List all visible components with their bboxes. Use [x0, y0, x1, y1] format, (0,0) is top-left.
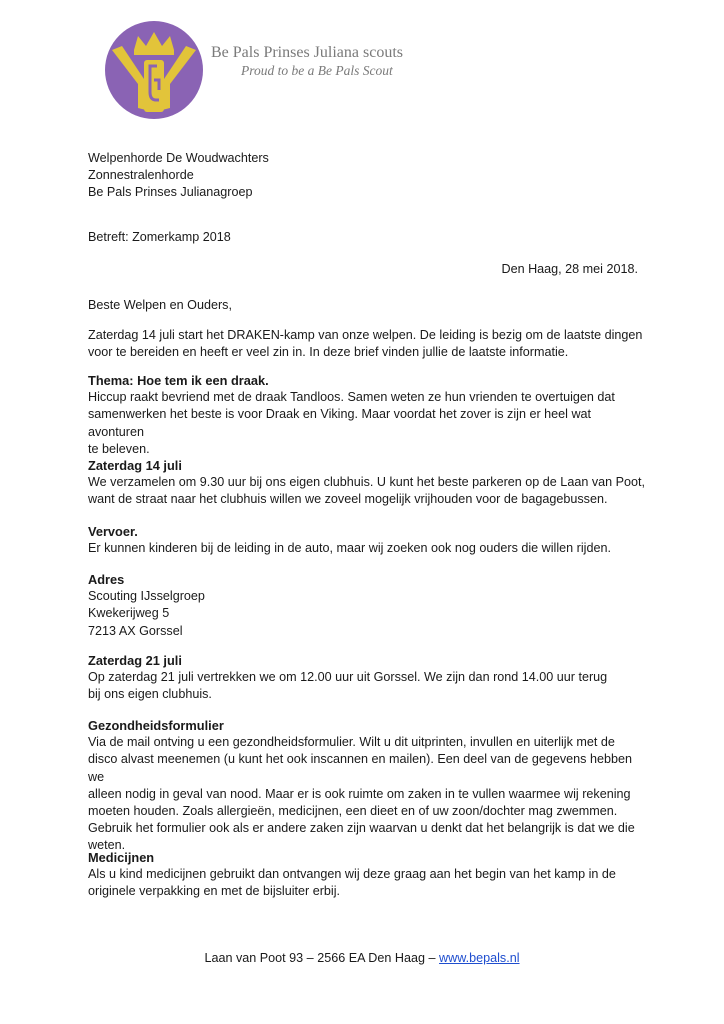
section-heading: Vervoer.	[88, 524, 138, 539]
section-line: moeten houden. Zoals allergieën, medicijnen, een dieet en of uw zoon/dochter mag zwemmen.	[88, 804, 618, 819]
section-line: alleen nodig in geval van nood. Maar er is ook ruimte om zaken in te vullen waarmee wij rekening	[88, 786, 631, 801]
section-line: samenwerken het beste is voor Draak en Viking. Maar voordat het zover is zijn er heel wat avonturen	[88, 407, 592, 439]
section-line: te beleven.	[88, 441, 150, 456]
section-gezondheidsformulier	[88, 717, 648, 855]
section-heading: Adres	[88, 572, 125, 587]
org-name: Be Pals Prinses Juliana scouts	[211, 44, 403, 61]
org-tagline: Proud to be a Be Pals Scout	[241, 63, 393, 78]
footer-address: Laan van Poot 93 – 2566 EA Den Haag –	[204, 951, 440, 965]
website-link[interactable]: www.bepals.nl	[439, 951, 520, 965]
section-line: Gebruik het formulier ook als er andere zaken zijn waarvan u denkt dat het belangrijk is dat we die	[88, 821, 635, 836]
intro-line: Zaterdag 14 juli start het DRAKEN-kamp van onze welpen. De leiding is bezig om de laatste dingen	[88, 328, 643, 342]
section-line: disco alvast meenemen (u kunt het ook inscannen en mailen). Een deel van de gegevens hebben we	[88, 752, 632, 784]
section-medicijnen	[88, 849, 648, 901]
section-heading: Zaterdag 14 juli	[88, 458, 182, 473]
section-line: want de straat naar het clubhuis willen we zoveel mogelijk vrijhouden voor de bagagebussen.	[88, 492, 608, 507]
section-heading: Thema: Hoe tem ik een draak.	[88, 373, 269, 388]
greeting: Beste Welpen en Ouders,	[88, 298, 232, 312]
address-line: Be Pals Prinses Julianagroep	[88, 185, 253, 200]
section-line: weten.	[88, 838, 126, 853]
address-line: Welpenhorde De Woudwachters	[88, 151, 269, 165]
section-thema	[88, 372, 648, 458]
section-zaterdag-21	[88, 652, 648, 704]
section-line: originele verpakking en met de bijsluiter erbij.	[88, 884, 341, 899]
section-line: Als u kind medicijnen gebruikt dan ontvangen wij deze graag aan het begin van het kamp in de	[88, 867, 616, 882]
section-heading: Gezondheidsformulier	[88, 718, 224, 733]
section-line: bij ons eigen clubhuis.	[88, 687, 212, 702]
section-line: Via de mail ontving u een gezondheidsformulier. Wilt u dit uitprinten, invullen en uiterlijk met de	[88, 735, 615, 750]
intro-paragraph	[88, 327, 648, 361]
scout-crown-emblem-icon	[104, 20, 204, 120]
section-line: Hiccup raakt bevriend met de draak Tandloos. Samen weten ze hun vrienden te overtuigen dat	[88, 390, 615, 405]
section-vervoer	[88, 523, 648, 557]
section-heading: Medicijnen	[88, 850, 155, 865]
section-line: Kwekerijweg 5	[88, 606, 170, 621]
section-adres	[88, 571, 648, 640]
address-line: Zonnestralenhorde	[88, 168, 194, 183]
intro-line: voor te bereiden en heeft er veel zin in. In deze brief vinden jullie de laatste informatie.	[88, 345, 569, 360]
section-heading: Zaterdag 21 juli	[88, 653, 182, 668]
letter-date: Den Haag, 28 mei 2018.	[501, 262, 638, 276]
section-line: Scouting IJsselgroep	[88, 589, 205, 604]
recipient-address	[88, 150, 648, 202]
subject-line: Betreft: Zomerkamp 2018	[88, 230, 231, 244]
section-line: Er kunnen kinderen bij de leiding in de auto, maar wij zoeken ook nog ouders die willen rijden.	[88, 541, 611, 556]
letterhead	[211, 44, 403, 79]
section-line: 7213 AX Gorssel	[88, 623, 183, 638]
section-line: Op zaterdag 21 juli vertrekken we om 12.00 uur uit Gorssel. We zijn dan rond 14.00 uur terug	[88, 670, 608, 685]
section-zaterdag-14	[88, 457, 648, 509]
footer	[0, 951, 724, 965]
section-line: We verzamelen om 9.30 uur bij ons eigen clubhuis. U kunt het beste parkeren op de Laan van Poot,	[88, 475, 646, 490]
